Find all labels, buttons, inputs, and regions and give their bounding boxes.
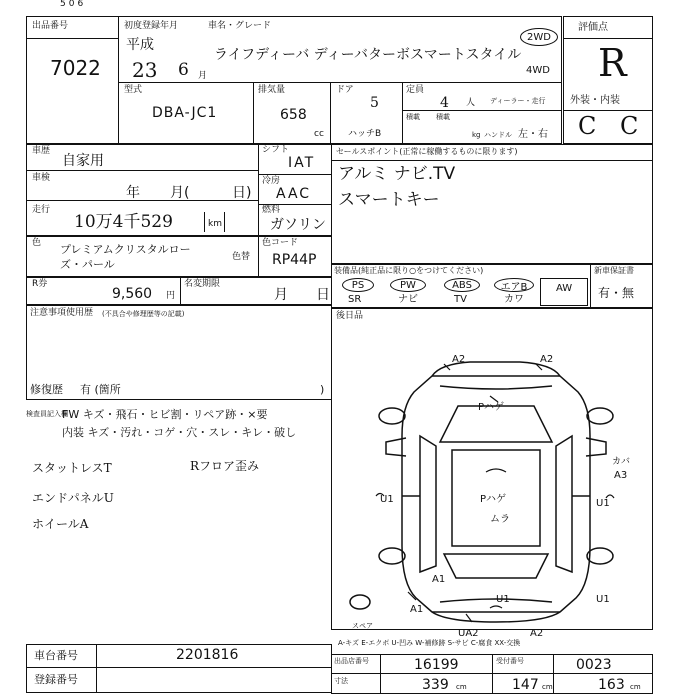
- dims-length: 339: [422, 677, 449, 693]
- chassis-label: 車台番号: [34, 649, 78, 662]
- equip-navi: ナビ: [398, 294, 418, 305]
- mileage-unit: km: [208, 219, 222, 229]
- mark-cover: カバ: [612, 457, 631, 467]
- repair-value: 有 (箇所: [80, 383, 121, 396]
- mark-u1-rear: U1: [496, 594, 510, 605]
- note-studless: スタットレスT: [32, 461, 112, 475]
- receipt-number: 0023: [576, 657, 612, 673]
- header-strip-number: 506: [60, 0, 87, 9]
- capacity-label: 定員: [406, 85, 425, 95]
- displacement-label: 排気量: [258, 85, 286, 95]
- equip-aw: AW: [556, 283, 573, 294]
- dims-label: 寸法: [334, 677, 348, 685]
- ac-label: 冷房: [262, 176, 281, 186]
- capacity-unit: 人: [466, 98, 476, 108]
- warranty-label: 新車保証書: [594, 266, 634, 275]
- inspection-year: 年: [126, 185, 140, 201]
- reg-month-suffix: 月: [198, 71, 208, 81]
- receipt-label: 受付番号: [496, 657, 524, 665]
- equip-leather: カワ: [504, 294, 524, 305]
- note-floor: Rフロア歪み: [190, 459, 260, 473]
- reg-label: 登録番号: [34, 673, 78, 686]
- usage-label: 車歴: [32, 146, 51, 156]
- inspection-day: 日): [232, 185, 252, 201]
- doors-label: ドア: [336, 85, 354, 95]
- reg-month: 6: [178, 60, 189, 80]
- notes-box: [26, 305, 332, 400]
- era: 平成: [126, 37, 154, 53]
- score-value: R: [598, 41, 627, 85]
- sales-point-line1: アルミ ナビ.TV: [338, 164, 456, 184]
- equipment-label: 装備品(純正品に限り○をつけてください): [334, 266, 484, 275]
- model-code: DBA-JC1: [152, 105, 218, 121]
- spare-label: スペア: [352, 622, 373, 630]
- lot-number: 7022: [50, 56, 101, 80]
- score-label: 評価点: [578, 22, 608, 33]
- mark-a1-mid: A1: [432, 574, 446, 585]
- usage: 自家用: [62, 153, 104, 169]
- recycle-label: R券: [32, 279, 48, 289]
- displacement-unit: cc: [314, 129, 324, 139]
- shift-label: シフト: [262, 145, 290, 155]
- mark-a2-left: A2: [452, 354, 466, 365]
- equip-airbag: エアB: [494, 278, 534, 292]
- note-wheel: ホイールA: [32, 517, 89, 531]
- color-line2: ズ・パール: [60, 258, 115, 271]
- mark-peel-roof: Pハゲ: [480, 494, 507, 505]
- top-section: [26, 16, 562, 144]
- dims-height-unit: cm: [630, 683, 641, 691]
- mark-u1-rear-right: U1: [596, 594, 610, 605]
- inspection-label: 車検: [32, 173, 51, 183]
- lot-label: 出品番号: [32, 21, 69, 31]
- mark-mura: ムラ: [490, 514, 510, 525]
- model-name: ライフディーバ ディーバターボスマートスタイル: [214, 47, 522, 63]
- equip-tv: TV: [454, 294, 467, 305]
- color-code-label: 色コード: [262, 238, 299, 248]
- repaint-label: 色替: [232, 252, 251, 262]
- sales-point-label: セールスポイント(正常に稼働するものに限ります): [336, 147, 518, 156]
- diagram-label: 後日品: [336, 311, 364, 321]
- recycle-value: 9,560: [112, 286, 153, 302]
- mark-ua2: UA2: [458, 628, 479, 636]
- drive-2wd: 2WD: [520, 28, 558, 46]
- mark-a2-rear: A2: [530, 628, 544, 636]
- notes-label: 注意事項使用歴: [30, 308, 94, 318]
- fuel: ガソリン: [270, 217, 326, 233]
- color-line1: プレミアムクリスタルロー: [60, 243, 191, 256]
- equip-pw: PW: [390, 278, 426, 292]
- load-unit: kg: [472, 131, 481, 139]
- model-code-label: 型式: [124, 85, 143, 95]
- reg-year: 23: [132, 58, 158, 82]
- shift: IAT: [288, 155, 316, 171]
- doors: 5: [370, 95, 379, 111]
- displacement: 658: [280, 107, 307, 123]
- legend-line1: FW キズ・飛石・ヒビ割・リペア跡・×要: [62, 408, 268, 421]
- mark-u1-left: U1: [380, 494, 394, 505]
- dims-height: 163: [598, 677, 625, 693]
- transfer-label: 名変期限: [184, 279, 221, 289]
- door-type: ハッチB: [348, 129, 382, 139]
- inspector-label: 検査員記入欄: [26, 410, 68, 418]
- damage-codes: A-キズ E-エクボ U-凹み W-補修跡 S-サビ C-腐食 XX-交換: [338, 639, 521, 647]
- sales-point-line2: スマートキー: [338, 190, 440, 210]
- legend-line2: 内装 キズ・汚れ・コゲ・穴・スレ・キレ・破し: [62, 426, 297, 439]
- registration-label: 初度登録年月: [124, 21, 179, 31]
- mileage-label: 走行: [32, 205, 51, 215]
- note-end-panel: エンドパネルU: [32, 491, 114, 505]
- fuel-label: 燃料: [262, 205, 281, 215]
- ext-int-value: C C: [578, 112, 647, 140]
- load-label: 積載: [406, 113, 420, 121]
- equip-ps: PS: [342, 278, 374, 292]
- notes-sub: (不具合や修理歴等の記載): [102, 310, 185, 318]
- car-diagram: [340, 346, 652, 636]
- mark-a2-right: A2: [540, 354, 554, 365]
- repair-label: 修復歴: [30, 383, 63, 396]
- transfer-month: 月: [274, 287, 288, 303]
- mark-peel-top: Pハゲ: [478, 402, 505, 413]
- color-label: 色: [32, 238, 42, 248]
- ac: AAC: [276, 186, 312, 202]
- inspection-month: 月(: [170, 185, 190, 201]
- chassis-number: 2201816: [176, 647, 239, 663]
- load-label-2: 積載: [436, 113, 450, 121]
- handle-value: 左・右: [518, 129, 548, 140]
- drive-4wd: 4WD: [526, 65, 550, 76]
- capacity: 4: [440, 95, 449, 111]
- equip-sr: SR: [348, 294, 362, 305]
- ext-int-label: 外装・内装: [570, 95, 620, 106]
- exhibitor-label: 出品店番号: [334, 657, 369, 665]
- dims-width: 147: [512, 677, 539, 693]
- color-code: RP44P: [272, 252, 317, 268]
- mark-u1-right: U1: [596, 498, 610, 509]
- recycle-unit: 円: [166, 291, 176, 301]
- handle-label: ハンドル: [484, 131, 512, 139]
- equip-abs: ABS: [444, 278, 480, 292]
- warranty-value: 有・無: [598, 286, 635, 300]
- mileage: 10万4千529: [74, 212, 173, 232]
- exhibitor-number: 16199: [414, 657, 459, 673]
- model-label: 車名・グレード: [208, 21, 272, 31]
- dims-width-unit: cm: [542, 683, 553, 691]
- transfer-day: 日: [316, 287, 330, 303]
- dims-length-unit: cm: [456, 683, 467, 691]
- mark-a3: A3: [614, 470, 628, 481]
- mark-a1-left: A1: [410, 604, 424, 615]
- dealer-label: ディーラー・走行: [490, 97, 546, 105]
